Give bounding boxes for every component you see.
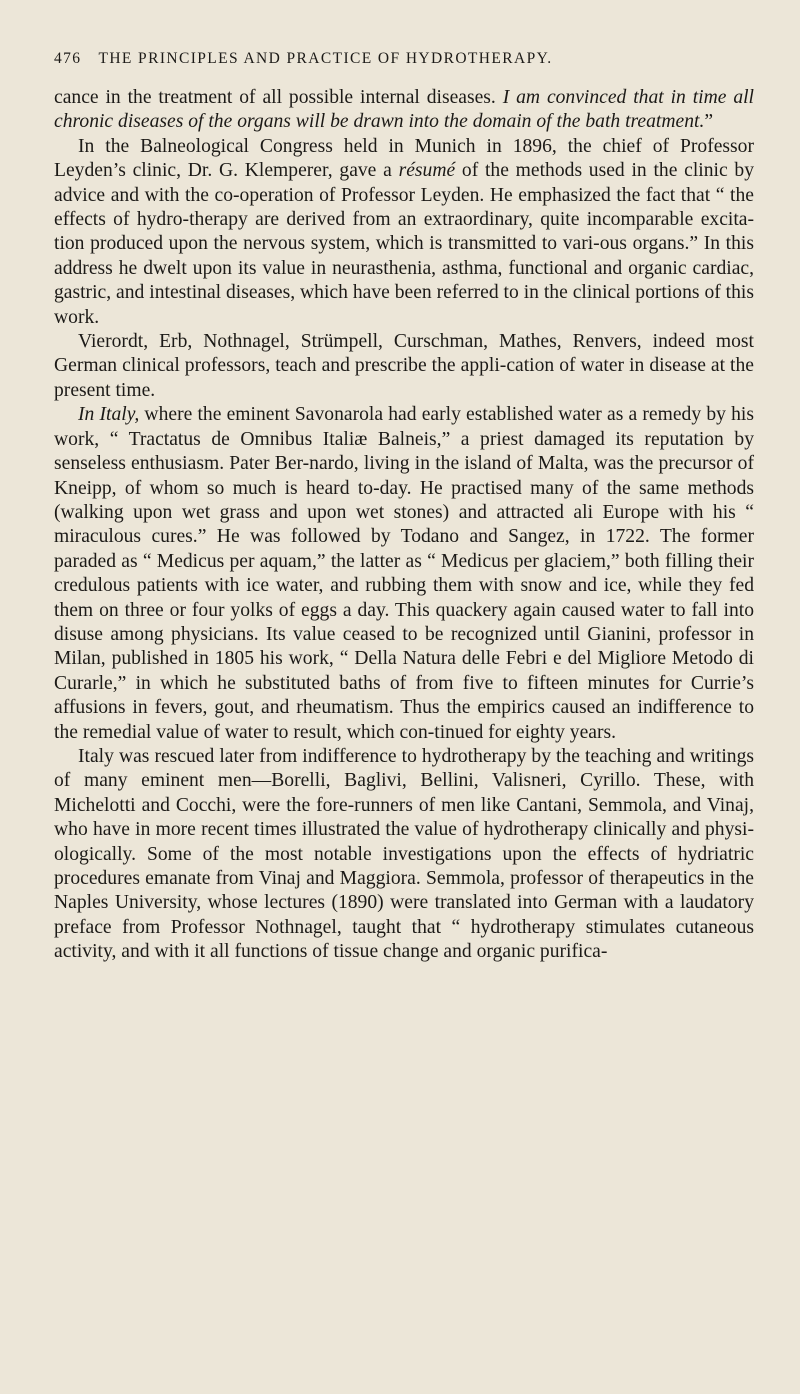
paragraph-4-text-1: where the eminent Savonarola had early established water as a remedy by his work, “ Tractatus de Omnibus Italiæ Balneis,” a priest damaged its reputation by senseless enthusiasm. Pater Ber-nardo, living in the island of Malta, was the precursor of Kneipp, of whom so much is heard to-day. He practised many of the same methods (walking upon wet grass and upon wet stones) and attracted ali Europe with his “ miraculous cures.” He was followed by Todano and Sangez, in 1722. The former paraded as “ Medicus per aquam,” the latter as “ Medicus per glaciem,” both filling their credulous patients with ice water, and rubbing them with snow and ice, while they fed them on three or four yolks of eggs a day. This quackery again caused water to fall into disuse among physicians. Its value ceased to be recognized until Gianini, professor in Milan, published in 1805 his work, “ Della Natura delle Febri e del Migliore Metodo di Curarle,” in which he substituted baths of from five to fifteen minutes for Currie’s affusions in fevers, gout, and rheumatism. Thus the empirics caused an indifference to the remedial value of water to result, which con-tinued for eighty years.	[54, 404, 754, 743]
paragraph-1	[54, 86, 754, 135]
paragraph-2	[54, 135, 754, 330]
paragraph-4-italic-in-italy: In Italy,	[78, 404, 140, 426]
paragraph-4	[54, 403, 754, 745]
running-title: THE PRINCIPLES AND PRACTICE OF HYDROTHERAPY.	[98, 50, 553, 67]
paragraph-5	[54, 745, 754, 965]
paragraph-3	[54, 330, 754, 403]
paragraph-1-italic-quote: I am convinced that in time all chronic diseases of the organs will be drawn into the domain of the bath treatment.	[54, 87, 755, 133]
paragraph-2-text-1: In the Balneological Congress held in Munich in 1896, the chief of Professor Leyden’s clinic, Dr. G. Klemperer, gave a	[54, 135, 754, 182]
paragraph-5-text-1: Italy was rescued later from indifference to hydrotherapy by the teaching and writings of many eminent men—Borelli, Baglivi, Bellini, Valisneri, Cyrillo. These, with Michelotti and Cocchi, were the fore-runners of men like Cantani, Semmola, and Vinaj, who have in more recent times illustrated the value of hydrotherapy clinically and physi-ologically. Some of the most notable investigations upon the effects of hydriatric procedures emanate from Vinaj and Maggiora. Semmola, professor of therapeutics in the Naples University, whose lectures (1890) were translated into German with a laudatory preface from Professor Nothnagel, taught that “ hydrotherapy stimulates cutaneous activity, and with it all functions of tissue change and organic purifica-	[54, 745, 754, 963]
paragraph-1-text-2: ”	[704, 111, 714, 133]
body-text	[54, 86, 754, 965]
paragraph-3-text-1: Vierordt, Erb, Nothnagel, Strümpell, Curschman, Mathes, Renvers, indeed most German clinical professors, teach and prescribe the appli-cation of water in disease at the present time.	[54, 331, 754, 401]
running-head	[54, 50, 756, 72]
paragraph-2-text-2: of the methods used in the clinic by advice and with the co-operation of Professor Leyden. He emphasized the fact that “ the effects of hydro-therapy are derived from an extraordinary, quite incomparable excita-tion produced upon the nervous system, which is transmitted to vari-ous organs.” In this address he dwelt upon its value in neurasthenia, asthma, functional and organic cardiac, gastric, and intestinal diseases, which have been referred to in the clinical portions of this work.	[54, 160, 754, 328]
page-number: 476	[54, 50, 82, 67]
paragraph-1-text-1: cance in the treatment of all possible internal diseases.	[54, 87, 503, 108]
paragraph-2-italic-resume: résumé	[398, 160, 456, 182]
